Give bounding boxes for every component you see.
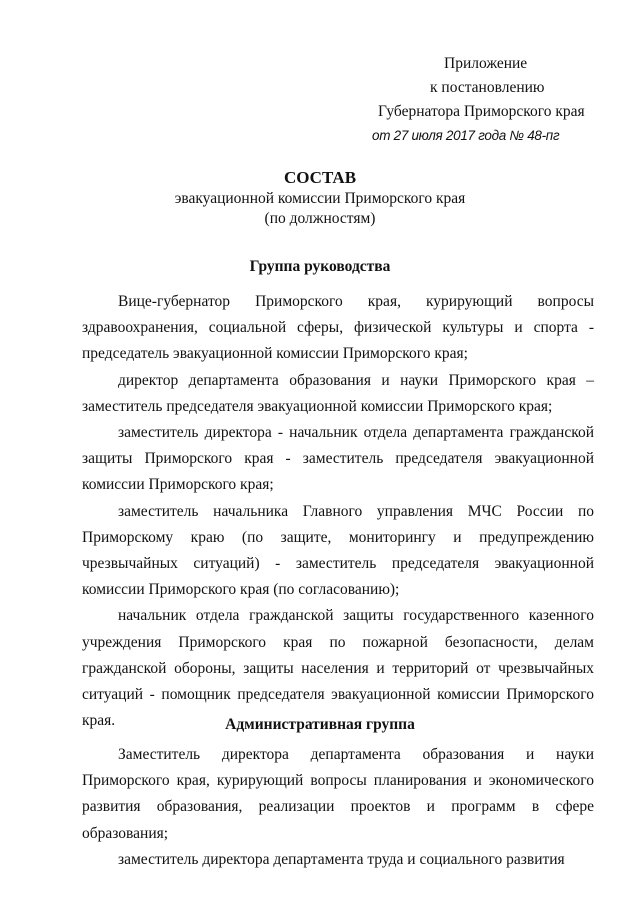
appendix-block: [360, 52, 600, 148]
paragraph: директор департамента образования и науки Приморского края – заместитель председателя эвакуационной комиссии Приморского края;: [82, 371, 594, 415]
section-heading-leadership: Группа руководства: [249, 258, 391, 275]
subtitle-line-2: (по должностям): [264, 210, 376, 227]
appendix-date-number-line: от 27 июля 2017 года № 48-пг: [372, 128, 560, 143]
paragraph: Вице-губернатор Приморского края, курирующий вопросы здравоохранения, социальной сферы, физической культуры и спорта - председатель эвакуационной комиссии Приморского края;: [82, 293, 594, 363]
subtitle-line-1: эвакуационной комиссии Приморского края: [174, 190, 466, 207]
appendix-label: Приложение: [444, 55, 528, 72]
paragraph: Заместитель директора департамента образования и науки Приморского края, курирующий вопросы планирования и экономического развития образования, реализации проектов и программ в сфере образования;: [82, 746, 594, 842]
section-heading-administrative: Административная группа: [225, 716, 415, 733]
paragraph: заместитель начальника Главного управления МЧС России по Приморскому краю (по защите, мониторингу и предупреждению чрезвычайных ситуаций) - заместитель председателя эвакуационной комиссии Приморского края (по согласованию);: [82, 502, 594, 599]
paragraph: заместитель директора - начальник отдела департамента гражданской защиты Приморского края - заместитель председателя эвакуационной комиссии Приморского края;: [82, 424, 594, 494]
appendix-resolution-line: к постановлению: [430, 79, 545, 96]
document-title: СОСТАВ: [283, 168, 357, 187]
section-body-administrative: [82, 742, 594, 873]
appendix-governor-line: Губернатора Приморского края: [378, 103, 585, 120]
section-body-leadership: [82, 289, 594, 734]
paragraph: начальник отдела гражданской защиты государственного казенного учреждения Приморского края по пожарной безопасности, делам гражданской обороны, защиты населения и территорий от чрезвычайных ситуаций - помощник председателя эвакуационной комиссии Приморского края.: [82, 607, 594, 730]
document-subtitle: [0, 189, 640, 229]
paragraph: заместитель директора департамента труда и социального развития: [118, 850, 565, 868]
